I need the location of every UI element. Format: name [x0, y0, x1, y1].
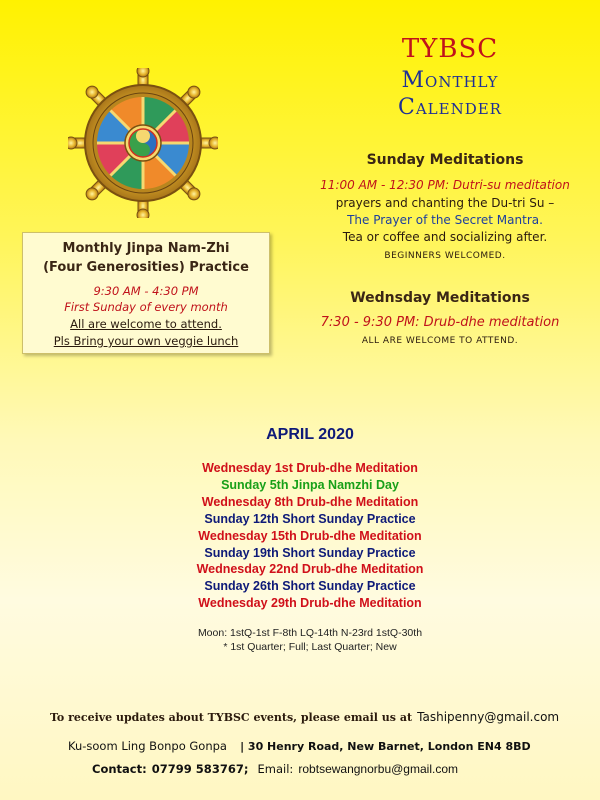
sunday-line4: Tea or coffee and socializing after. [342, 230, 548, 244]
wednesday-heading: Wednsday Meditations [350, 290, 530, 306]
sunday-beginners: BEGINNERS WELCOMED. [384, 251, 506, 261]
jinpa-lunch: Pls Bring your own veggie lunch [53, 334, 239, 348]
event-item: Sunday 26th Short Sunday Practice [204, 579, 416, 593]
event-item: Sunday 12th Short Sunday Practice [204, 512, 416, 526]
event-item: Wednesday 29th Drub-dhe Meditation [198, 596, 422, 610]
jinpa-title-line2: (Four Generosities) Practice [43, 260, 249, 275]
month-heading: APRIL 2020 [266, 426, 354, 443]
contact-email-link[interactable]: robtsewangnorbu@gmail.com [298, 762, 458, 776]
sunday-heading: Sunday Meditations [366, 152, 524, 168]
title-line2: Monthly [401, 68, 499, 93]
title-line3: Calender [398, 95, 502, 120]
event-item: Wednesday 22nd Drub-dhe Meditation [196, 562, 424, 576]
sunday-line3: The Prayer of the Secret Mantra. [347, 213, 543, 227]
contact-label: Contact: [92, 762, 147, 776]
moon-key: * 1st Quarter; Full; Last Quarter; New [223, 641, 397, 653]
wednesday-time: 7:30 - 9:30 PM: Drub-dhe meditation [320, 315, 560, 330]
jinpa-title-line1: Monthly Jinpa Nam-Zhi [62, 241, 230, 256]
event-item: Wednesday 8th Drub-dhe Meditation [201, 495, 419, 509]
sunday-time: 11:00 AM - 12:30 PM: Dutri-su meditation [320, 178, 570, 192]
event-item: Sunday 5th Jinpa Namzhi Day [221, 478, 399, 492]
updates-text: To receive updates about TYBSC events, please email us at [50, 711, 413, 724]
event-item: Wednesday 15th Drub-dhe Meditation [198, 529, 422, 543]
jinpa-when: First Sunday of every month [64, 300, 228, 314]
email-label: Email: [257, 762, 294, 776]
address: | 30 Henry Road, New Barnet, London EN4 8BD [240, 740, 531, 753]
updates-line [50, 706, 559, 725]
place-name: Ku-soom Ling Bonpo Gonpa [68, 739, 227, 753]
phone-number: 07799 583767; [151, 762, 249, 776]
address-line [68, 735, 531, 754]
moon-phases: Moon: 1stQ-1st F-8th LQ-14th N-23rd 1stQ-30th [197, 627, 423, 639]
event-item: Sunday 19th Short Sunday Practice [204, 546, 416, 560]
jinpa-time: 9:30 AM - 4:30 PM [93, 284, 199, 298]
jinpa-practice-box [22, 232, 270, 354]
wednesday-note: ALL ARE WELCOME TO ATTEND. [361, 336, 519, 346]
title-line1: TYBSC [401, 34, 499, 64]
eternal-knot-wheel-icon [68, 68, 218, 218]
contact-line [92, 758, 458, 777]
jinpa-welcome: All are welcome to attend. [70, 317, 222, 331]
sunday-line2: prayers and chanting the Du-tri Su – [335, 196, 555, 210]
updates-email-link[interactable]: Tashipenny@gmail.com [417, 710, 560, 724]
event-item: Wednesday 1st Drub-dhe Meditation [202, 461, 418, 475]
